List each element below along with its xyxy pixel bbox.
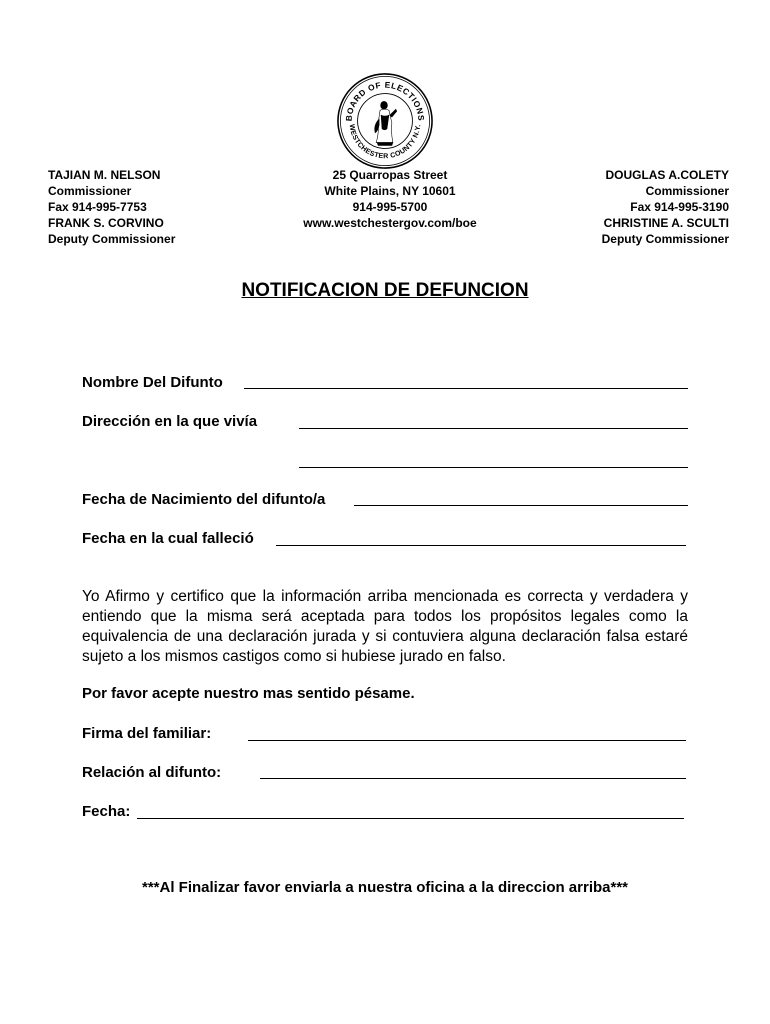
header-right-column [560, 167, 729, 247]
office-phone: 914-995-5700 [352, 200, 428, 214]
address-city: White Plains, NY 10601 [324, 184, 456, 198]
relationship-line[interactable] [260, 778, 686, 779]
relative-signature-line[interactable] [248, 740, 686, 741]
seal-ring-text-bottom: WESTCHESTER COUNTY N.Y. [347, 123, 423, 161]
birth-date-line[interactable] [354, 505, 688, 506]
commissioner-fax: Fax 914-995-3190 [630, 200, 729, 214]
address-street: 25 Quarropas Street [332, 168, 448, 182]
address-line-1[interactable] [299, 428, 688, 429]
deputy-name: CHRISTINE A. SCULTI [603, 216, 729, 230]
header-left-column [48, 167, 175, 247]
svg-text:BOARD OF ELECTIONS [344, 80, 427, 122]
death-date-line[interactable] [276, 545, 686, 546]
birth-date-label: Fecha de Nacimiento del difunto/a [82, 491, 326, 508]
address-line-2[interactable] [299, 467, 688, 468]
deputy-name: FRANK S. CORVINO [48, 216, 164, 230]
deceased-name-label: Nombre Del Difunto [82, 374, 223, 391]
date-label: Fecha: [82, 803, 131, 820]
commissioner-title: Commissioner [48, 184, 132, 198]
relationship-label: Relación al difunto: [82, 764, 222, 781]
commissioner-name: DOUGLAS A.COLETY [605, 168, 729, 182]
seal-figure [375, 101, 397, 145]
commissioner-fax: Fax 914-995-7753 [48, 200, 147, 214]
date-line[interactable] [137, 818, 684, 819]
footer-note: ***Al Finalizar favor enviarla a nuestra oficina a la direccion arriba*** [141, 879, 629, 896]
board-of-elections-seal-icon [336, 72, 434, 170]
commissioner-name: TAJIAN M. NELSON [48, 168, 161, 182]
deputy-title: Deputy Commissioner [601, 232, 729, 246]
address-label: Dirección en la que vivía [82, 413, 258, 430]
office-website: www.westchestergov.com/boe [303, 216, 477, 230]
page-title: NOTIFICACION DE DEFUNCION [241, 280, 529, 301]
affirmation-paragraph: Yo Afirmo y certifico que la información arriba mencionada es correcta y verdadera y entiendo que la misma será aceptada para todos los propósitos legales como la equivalencia de una declaración jurada y si contuviera alguna declaración falsa estaré sujeto a los mismos castigos como si hubiese jurado en falso. [82, 588, 688, 665]
death-date-label: Fecha en la cual falleció [82, 530, 254, 547]
header-address-column [285, 167, 495, 231]
relative-signature-label: Firma del familiar: [82, 725, 212, 742]
deceased-name-line[interactable] [244, 388, 688, 389]
deputy-title: Deputy Commissioner [48, 232, 176, 246]
condolence-text: Por favor acepte nuestro mas sentido pésame. [82, 685, 415, 702]
seal-ring-text-top: BOARD OF ELECTIONS [343, 79, 427, 122]
commissioner-title: Commissioner [645, 184, 729, 198]
